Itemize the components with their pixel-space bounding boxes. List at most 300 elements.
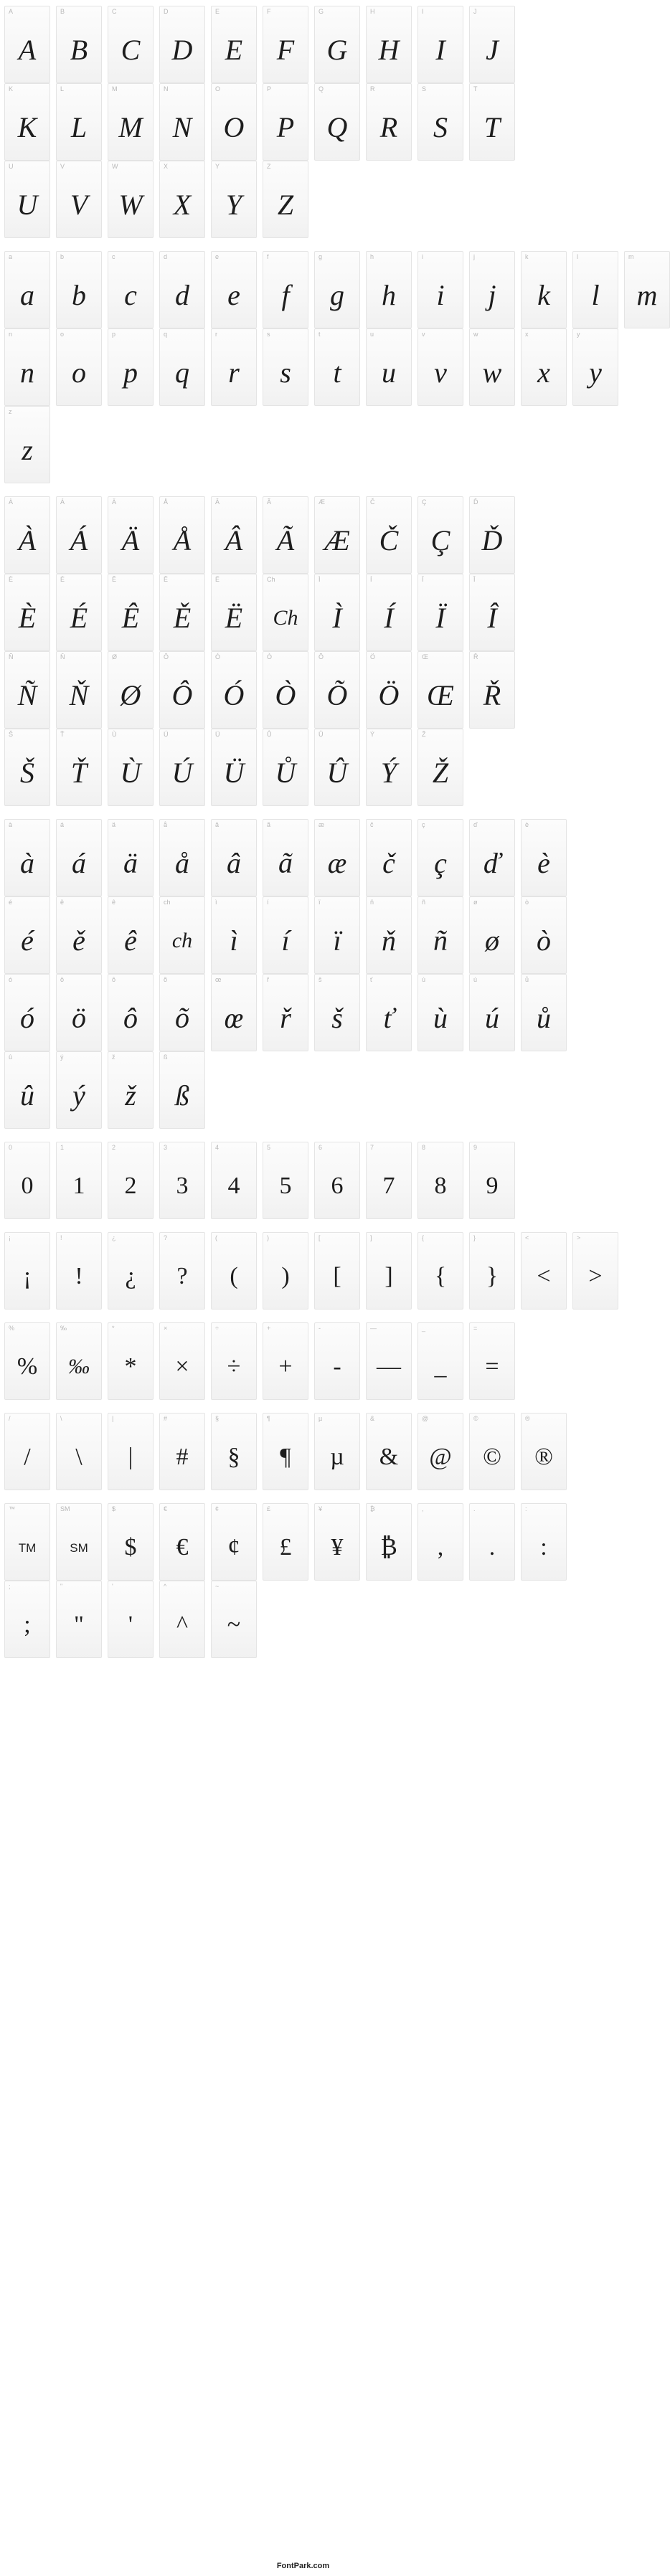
glyph-cell[interactable] <box>314 574 360 651</box>
glyph-cell[interactable] <box>417 1322 463 1400</box>
glyph-cell[interactable] <box>314 896 360 974</box>
glyph-cell[interactable] <box>4 974 50 1051</box>
glyph-render: % <box>16 1353 38 1380</box>
glyph-code-label: ch <box>164 899 171 906</box>
glyph-code-label: 3 <box>164 1144 168 1151</box>
glyph-group-math-symbols <box>0 1322 606 1400</box>
glyph-cell[interactable] <box>159 328 205 406</box>
glyph-row <box>0 1581 606 1658</box>
glyph-cell[interactable] <box>263 1413 308 1490</box>
glyph-code-label: { <box>422 1234 425 1241</box>
glyph-cell[interactable] <box>56 574 102 651</box>
glyph-cell[interactable] <box>417 6 463 83</box>
glyph-cell[interactable] <box>469 1503 515 1581</box>
glyph-code-label: ‰ <box>60 1325 67 1332</box>
glyph-code-label: Í <box>370 576 372 583</box>
glyph-render: i <box>436 279 445 311</box>
glyph-code-label: j <box>473 253 475 260</box>
glyph-code-label: ) <box>267 1234 269 1241</box>
glyph-cell[interactable] <box>108 651 154 729</box>
glyph-cell[interactable] <box>572 251 618 328</box>
glyph-cell[interactable] <box>263 83 308 161</box>
glyph-cell[interactable] <box>521 251 567 328</box>
glyph-cell[interactable] <box>159 496 205 574</box>
glyph-cell[interactable] <box>366 1413 412 1490</box>
glyph-cell[interactable] <box>469 6 515 83</box>
glyph-cell[interactable] <box>108 729 154 806</box>
glyph-render: X <box>173 189 192 221</box>
glyph-row <box>0 1051 606 1129</box>
glyph-code-label: ň <box>370 899 374 906</box>
glyph-cell[interactable] <box>211 161 257 238</box>
glyph-cell[interactable] <box>56 729 102 806</box>
glyph-cell[interactable] <box>4 1413 50 1490</box>
glyph-cell[interactable] <box>4 896 50 974</box>
glyph-cell[interactable] <box>159 651 205 729</box>
glyph-code-label: ž <box>112 1053 115 1061</box>
glyph-cell[interactable] <box>108 161 154 238</box>
glyph-cell[interactable] <box>56 328 102 406</box>
glyph-cell[interactable] <box>56 974 102 1051</box>
glyph-cell[interactable] <box>263 729 308 806</box>
glyph-row <box>0 496 606 574</box>
glyph-cell[interactable] <box>108 819 154 896</box>
glyph-cell[interactable] <box>211 574 257 651</box>
glyph-cell[interactable] <box>159 574 205 651</box>
glyph-cell[interactable] <box>56 1322 102 1400</box>
glyph-cell[interactable] <box>314 1322 360 1400</box>
glyph-render: Œ <box>427 679 454 711</box>
glyph-cell[interactable] <box>366 328 412 406</box>
glyph-code-label: X <box>164 163 169 170</box>
glyph-cell[interactable] <box>469 974 515 1051</box>
glyph-code-label: : <box>525 1505 527 1512</box>
glyph-code-label: H <box>370 8 375 15</box>
glyph-cell[interactable] <box>4 574 50 651</box>
glyph-cell[interactable] <box>469 1322 515 1400</box>
glyph-cell[interactable] <box>314 251 360 328</box>
glyph-cell[interactable] <box>469 819 515 896</box>
glyph-cell[interactable] <box>211 1413 257 1490</box>
glyph-render: f <box>281 279 290 311</box>
glyph-code-label: œ <box>215 976 222 983</box>
glyph-render: Ú <box>171 757 193 789</box>
glyph-render: µ <box>330 1444 344 1470</box>
glyph-code-label: B <box>60 8 65 15</box>
glyph-code-label: E <box>215 8 220 15</box>
glyph-cell[interactable] <box>211 1142 257 1219</box>
glyph-cell[interactable] <box>4 406 50 483</box>
glyph-group-currency-and-marks <box>0 1503 606 1658</box>
glyph-code-label: Ñ <box>9 653 14 660</box>
glyph-cell[interactable] <box>108 1503 154 1581</box>
glyph-render: Ď <box>481 524 503 557</box>
glyph-cell[interactable] <box>211 328 257 406</box>
glyph-group-digits <box>0 1142 606 1219</box>
glyph-cell[interactable] <box>108 574 154 651</box>
glyph-code-label: s <box>267 331 270 338</box>
glyph-cell[interactable] <box>263 328 308 406</box>
glyph-code-label: ₿ <box>370 1505 375 1512</box>
glyph-cell[interactable] <box>469 896 515 974</box>
glyph-cell[interactable] <box>108 6 154 83</box>
glyph-code-label: c <box>112 253 115 260</box>
glyph-cell[interactable] <box>159 251 205 328</box>
glyph-code-label: * <box>112 1325 115 1332</box>
glyph-cell[interactable] <box>521 896 567 974</box>
glyph-cell[interactable] <box>4 6 50 83</box>
glyph-cell[interactable] <box>263 6 308 83</box>
glyph-cell[interactable] <box>314 651 360 729</box>
glyph-cell[interactable] <box>159 161 205 238</box>
glyph-cell[interactable] <box>572 1232 618 1310</box>
glyph-cell[interactable] <box>108 1581 154 1658</box>
glyph-render: ě <box>72 924 85 957</box>
glyph-cell[interactable] <box>211 819 257 896</box>
glyph-cell[interactable] <box>159 83 205 161</box>
glyph-cell[interactable] <box>108 1051 154 1129</box>
glyph-cell[interactable] <box>159 896 205 974</box>
glyph-render: Â <box>225 524 243 557</box>
glyph-cell[interactable] <box>4 1232 50 1310</box>
glyph-cell[interactable] <box>366 729 412 806</box>
glyph-cell[interactable] <box>314 819 360 896</box>
glyph-render: w <box>482 356 502 389</box>
glyph-cell[interactable] <box>263 1503 308 1581</box>
glyph-cell[interactable] <box>366 974 412 1051</box>
glyph-cell[interactable] <box>263 251 308 328</box>
glyph-cell[interactable] <box>56 1581 102 1658</box>
glyph-cell[interactable] <box>263 161 308 238</box>
glyph-cell[interactable] <box>211 83 257 161</box>
glyph-code-label: ! <box>60 1234 62 1241</box>
glyph-render: Ç <box>430 524 450 557</box>
glyph-row <box>0 1142 606 1219</box>
glyph-cell[interactable] <box>314 1142 360 1219</box>
glyph-render: ¢ <box>227 1534 240 1561</box>
glyph-cell[interactable] <box>366 6 412 83</box>
glyph-cell[interactable] <box>4 1142 50 1219</box>
glyph-render: ~ <box>227 1611 241 1638</box>
glyph-cell[interactable] <box>56 651 102 729</box>
glyph-cell[interactable] <box>159 1503 205 1581</box>
glyph-cell[interactable] <box>314 6 360 83</box>
glyph-cell[interactable] <box>417 574 463 651</box>
glyph-cell[interactable] <box>417 1232 463 1310</box>
glyph-cell[interactable] <box>521 1232 567 1310</box>
glyph-cell[interactable] <box>4 161 50 238</box>
glyph-render: 9 <box>486 1173 499 1199</box>
glyph-render: 7 <box>382 1173 395 1199</box>
glyph-cell[interactable] <box>211 251 257 328</box>
glyph-code-label: ¿ <box>112 1234 116 1241</box>
glyph-render: Ü <box>223 757 245 789</box>
glyph-cell[interactable] <box>314 496 360 574</box>
glyph-cell[interactable] <box>366 819 412 896</box>
glyph-cell[interactable] <box>108 251 154 328</box>
glyph-code-label: ò <box>525 899 529 906</box>
glyph-cell[interactable] <box>366 1232 412 1310</box>
glyph-render: Ä <box>121 524 140 557</box>
glyph-code-label: Ã <box>267 498 272 506</box>
glyph-cell[interactable] <box>624 251 670 328</box>
glyph-render: ; <box>24 1611 31 1638</box>
glyph-render: ž <box>125 1079 136 1112</box>
glyph-cell[interactable] <box>263 974 308 1051</box>
glyph-cell[interactable] <box>108 496 154 574</box>
glyph-cell[interactable] <box>108 1232 154 1310</box>
glyph-cell[interactable] <box>469 574 515 651</box>
glyph-code-label: ï <box>319 899 321 906</box>
glyph-render: Ť <box>70 757 88 789</box>
glyph-render: Č <box>379 524 399 557</box>
glyph-cell[interactable] <box>56 6 102 83</box>
glyph-cell[interactable] <box>366 574 412 651</box>
glyph-cell[interactable] <box>469 1232 515 1310</box>
glyph-render: M <box>118 111 143 143</box>
glyph-render: Z <box>277 189 294 221</box>
glyph-render: L <box>70 111 88 143</box>
glyph-cell[interactable] <box>211 496 257 574</box>
glyph-cell[interactable] <box>314 83 360 161</box>
glyph-cell[interactable] <box>469 83 515 161</box>
glyph-render: ó <box>20 1002 34 1034</box>
glyph-cell[interactable] <box>417 496 463 574</box>
glyph-cell[interactable] <box>366 1503 412 1581</box>
glyph-cell[interactable] <box>211 1232 257 1310</box>
glyph-code-label: 5 <box>267 1144 271 1151</box>
glyph-cell[interactable] <box>211 1503 257 1581</box>
glyph-code-label: \ <box>60 1415 62 1422</box>
glyph-cell[interactable] <box>159 6 205 83</box>
glyph-cell[interactable] <box>366 1322 412 1400</box>
glyph-render: Ch <box>273 606 298 630</box>
glyph-cell[interactable] <box>108 83 154 161</box>
glyph-render: y <box>589 356 602 389</box>
glyph-cell[interactable] <box>56 161 102 238</box>
glyph-cell[interactable] <box>4 819 50 896</box>
glyph-cell[interactable] <box>56 1503 102 1581</box>
glyph-cell[interactable] <box>314 328 360 406</box>
glyph-cell[interactable] <box>56 1142 102 1219</box>
glyph-code-label: È <box>9 576 14 583</box>
glyph-cell[interactable] <box>263 496 308 574</box>
glyph-code-label: I <box>422 8 424 15</box>
glyph-code-label: Ê <box>112 576 117 583</box>
glyph-code-label: ç <box>422 821 425 828</box>
glyph-cell[interactable] <box>521 328 567 406</box>
glyph-render: ÷ <box>227 1353 241 1380</box>
glyph-code-label: ß <box>164 1053 168 1061</box>
glyph-cell[interactable] <box>211 729 257 806</box>
glyph-cell[interactable] <box>4 651 50 729</box>
glyph-cell[interactable] <box>4 251 50 328</box>
glyph-group-punctuation <box>0 1232 606 1310</box>
glyph-cell[interactable] <box>417 651 463 729</box>
glyph-cell[interactable] <box>417 729 463 806</box>
glyph-cell[interactable] <box>469 1413 515 1490</box>
glyph-render: u <box>382 356 396 389</box>
glyph-cell[interactable] <box>159 1581 205 1658</box>
glyph-cell[interactable] <box>4 1581 50 1658</box>
glyph-cell[interactable] <box>366 251 412 328</box>
glyph-render: Ò <box>275 679 296 711</box>
glyph-cell[interactable] <box>417 1503 463 1581</box>
glyph-cell[interactable] <box>108 896 154 974</box>
glyph-code-label: Ch <box>267 576 275 583</box>
glyph-cell[interactable] <box>108 1413 154 1490</box>
glyph-cell[interactable] <box>4 83 50 161</box>
glyph-render: Ó <box>223 679 245 711</box>
glyph-cell[interactable] <box>263 1232 308 1310</box>
glyph-code-label: S <box>422 85 427 93</box>
glyph-render: [ <box>333 1263 341 1289</box>
glyph-cell[interactable] <box>417 1142 463 1219</box>
glyph-cell[interactable] <box>211 651 257 729</box>
glyph-cell[interactable] <box>469 651 515 729</box>
glyph-cell[interactable] <box>108 1142 154 1219</box>
glyph-cell[interactable] <box>366 496 412 574</box>
glyph-render: O <box>223 111 245 143</box>
glyph-cell[interactable] <box>4 1322 50 1400</box>
glyph-render: ù <box>433 1002 448 1034</box>
glyph-render: ä <box>123 847 138 879</box>
glyph-row <box>0 819 606 896</box>
glyph-cell[interactable] <box>314 974 360 1051</box>
glyph-cell[interactable] <box>211 6 257 83</box>
glyph-code-label: Ý <box>370 731 375 738</box>
glyph-code-label: y <box>577 331 580 338</box>
glyph-render: 6 <box>331 1173 344 1199</box>
glyph-cell[interactable] <box>417 83 463 161</box>
glyph-cell[interactable] <box>521 974 567 1051</box>
glyph-cell[interactable] <box>263 574 308 651</box>
glyph-cell[interactable] <box>521 819 567 896</box>
glyph-cell[interactable] <box>159 729 205 806</box>
glyph-code-label: ó <box>9 976 13 983</box>
glyph-cell[interactable] <box>159 819 205 896</box>
glyph-render: t <box>333 356 341 389</box>
glyph-code-label: } <box>473 1234 476 1241</box>
glyph-cell[interactable] <box>521 1413 567 1490</box>
glyph-cell[interactable] <box>108 1322 154 1400</box>
glyph-code-label: " <box>60 1583 63 1590</box>
glyph-cell[interactable] <box>56 251 102 328</box>
glyph-cell[interactable] <box>417 251 463 328</box>
glyph-code-label: ¶ <box>267 1415 270 1422</box>
glyph-cell[interactable] <box>56 819 102 896</box>
glyph-render: E <box>225 34 243 66</box>
glyph-render: ý <box>72 1079 85 1112</box>
glyph-cell[interactable] <box>4 496 50 574</box>
glyph-cell[interactable] <box>314 1232 360 1310</box>
glyph-cell[interactable] <box>263 1322 308 1400</box>
glyph-cell[interactable] <box>211 896 257 974</box>
glyph-cell[interactable] <box>4 328 50 406</box>
glyph-cell[interactable] <box>4 729 50 806</box>
glyph-render: G <box>326 34 348 66</box>
glyph-cell[interactable] <box>417 974 463 1051</box>
glyph-code-label: g <box>319 253 323 260</box>
glyph-code-label: õ <box>164 976 168 983</box>
glyph-code-label: £ <box>267 1505 271 1512</box>
glyph-cell[interactable] <box>4 1503 50 1581</box>
glyph-cell[interactable] <box>314 1413 360 1490</box>
glyph-cell[interactable] <box>521 1503 567 1581</box>
glyph-cell[interactable] <box>417 1413 463 1490</box>
glyph-render: z <box>22 434 33 466</box>
glyph-cell[interactable] <box>314 729 360 806</box>
glyph-row <box>0 1413 606 1490</box>
glyph-cell[interactable] <box>263 1142 308 1219</box>
glyph-row <box>0 251 658 328</box>
glyph-cell[interactable] <box>366 1142 412 1219</box>
glyph-render: ř <box>280 1002 291 1034</box>
glyph-row <box>0 1232 606 1310</box>
glyph-cell[interactable] <box>366 896 412 974</box>
glyph-cell[interactable] <box>4 1051 50 1129</box>
glyph-render: 2 <box>124 1173 137 1199</box>
glyph-cell[interactable] <box>314 1503 360 1581</box>
glyph-cell[interactable] <box>417 328 463 406</box>
glyph-cell[interactable] <box>211 1322 257 1400</box>
glyph-cell[interactable] <box>417 819 463 896</box>
glyph-cell[interactable] <box>469 328 515 406</box>
glyph-cell[interactable] <box>159 1142 205 1219</box>
glyph-cell[interactable] <box>469 496 515 574</box>
glyph-cell[interactable] <box>263 819 308 896</box>
glyph-render: é <box>21 924 34 957</box>
glyph-cell[interactable] <box>469 1142 515 1219</box>
glyph-cell[interactable] <box>159 974 205 1051</box>
glyph-cell[interactable] <box>56 1051 102 1129</box>
glyph-render: ò <box>537 924 551 957</box>
glyph-render: N <box>172 111 192 143</box>
glyph-render: Ň <box>69 679 89 711</box>
glyph-row <box>0 896 606 974</box>
glyph-cell[interactable] <box>159 1232 205 1310</box>
glyph-cell[interactable] <box>366 83 412 161</box>
glyph-render: — <box>377 1353 401 1380</box>
glyph-cell[interactable] <box>56 896 102 974</box>
glyph-cell[interactable] <box>366 651 412 729</box>
glyph-cell[interactable] <box>108 974 154 1051</box>
glyph-cell[interactable] <box>159 1051 205 1129</box>
glyph-cell[interactable] <box>159 1322 205 1400</box>
glyph-cell[interactable] <box>211 974 257 1051</box>
glyph-cell[interactable] <box>56 1413 102 1490</box>
glyph-cell[interactable] <box>56 83 102 161</box>
glyph-code-label: č <box>370 821 374 828</box>
glyph-cell[interactable] <box>159 1413 205 1490</box>
glyph-render: Ì <box>332 602 342 634</box>
glyph-cell[interactable] <box>469 251 515 328</box>
glyph-code-label: e <box>215 253 220 260</box>
glyph-code-label: b <box>60 253 65 260</box>
glyph-cell[interactable] <box>572 328 618 406</box>
glyph-code-label: å <box>164 821 168 828</box>
glyph-render: / <box>24 1444 31 1470</box>
glyph-cell[interactable] <box>263 651 308 729</box>
glyph-cell[interactable] <box>263 896 308 974</box>
glyph-code-label: . <box>473 1505 476 1512</box>
glyph-code-label: = <box>473 1325 478 1332</box>
glyph-cell[interactable] <box>56 496 102 574</box>
glyph-cell[interactable] <box>108 328 154 406</box>
glyph-cell[interactable] <box>417 896 463 974</box>
glyph-cell[interactable] <box>56 1232 102 1310</box>
glyph-cell[interactable] <box>211 1581 257 1658</box>
